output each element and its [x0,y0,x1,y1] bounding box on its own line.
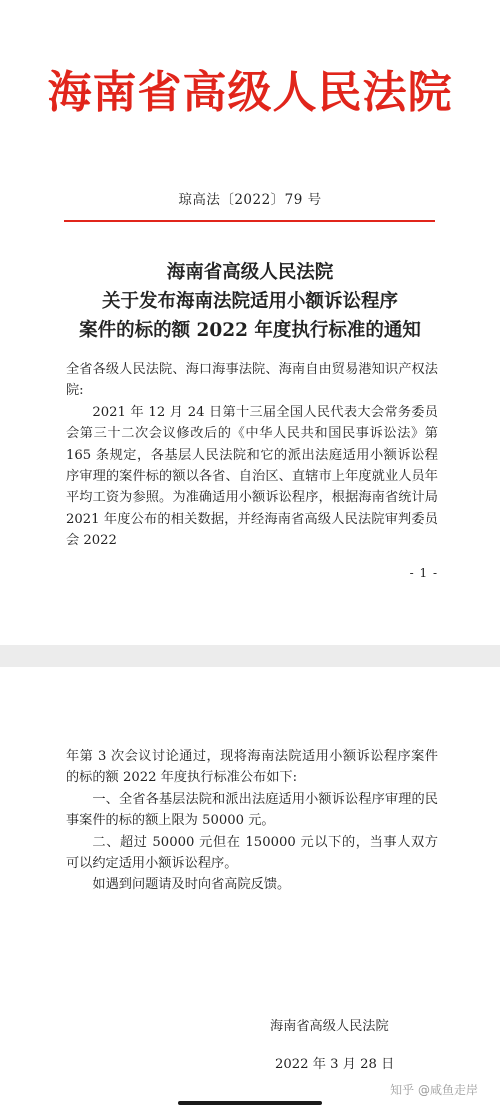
notice-title [0,258,500,345]
item-2: 二、超过 50000 元但在 150000 元以下的，当事人双方可以约定适用小额诉讼程序。 [66,834,438,872]
page1-body [66,359,438,552]
body-paragraph: 2021 年 12 月 24 日第十三届全国人民代表大会常务委员会第三十二次会议修改后的《中华人民共和国民事诉讼法》第 165 条规定，各基层人民法院和它的派出法庭适用小额诉讼程序审理的案件标的额以各省、自治区、直辖市上年度就业人员年平均工资为参照。为准确适用小额诉讼程序，根据海南省统计局 2021 年度公布的相关数据，并经海南省高级人民法院审判委员会 2022 [66,404,438,549]
notice-title-line-2: 关于发布海南法院适用小额诉讼程序 [101,291,398,312]
notice-title-line-3: 案件的标的额 2022 年度执行标准的通知 [79,320,421,341]
addressee: 全省各级人民法院、海口海事法院、海南自由贸易港知识产权法院: [66,362,438,399]
zhihu-watermark: 知乎 @咸鱼走岸 [390,1083,478,1097]
continuation-paragraph: 年第 3 次会议讨论通过，现将海南法院适用小额诉讼程序案件的标的额 2022 年度执行标准公布如下: [66,749,438,786]
home-indicator-bar[interactable] [178,1101,322,1105]
page-separator [0,645,500,667]
feedback-line: 如遇到问题请及时向省高院反馈。 [92,877,291,893]
page-number: - 1 - [409,566,438,580]
page2-body [66,746,438,896]
document-page-2 [0,667,500,1111]
notice-title-line-1: 海南省高级人民法院 [166,262,334,283]
signature-organization: 海南省高级人民法院 [270,1019,389,1034]
signature-date: 2022 年 3 月 28 日 [275,1057,395,1072]
header-divider [64,220,435,222]
item-1: 一、全省各基层法院和派出法庭适用小额诉讼程序审理的民事案件的标的额上限为 50000 元。 [66,791,438,829]
document-number: 琼高法〔2022〕79 号 [178,192,322,208]
court-header: 海南省高级人民法院 [47,67,453,118]
